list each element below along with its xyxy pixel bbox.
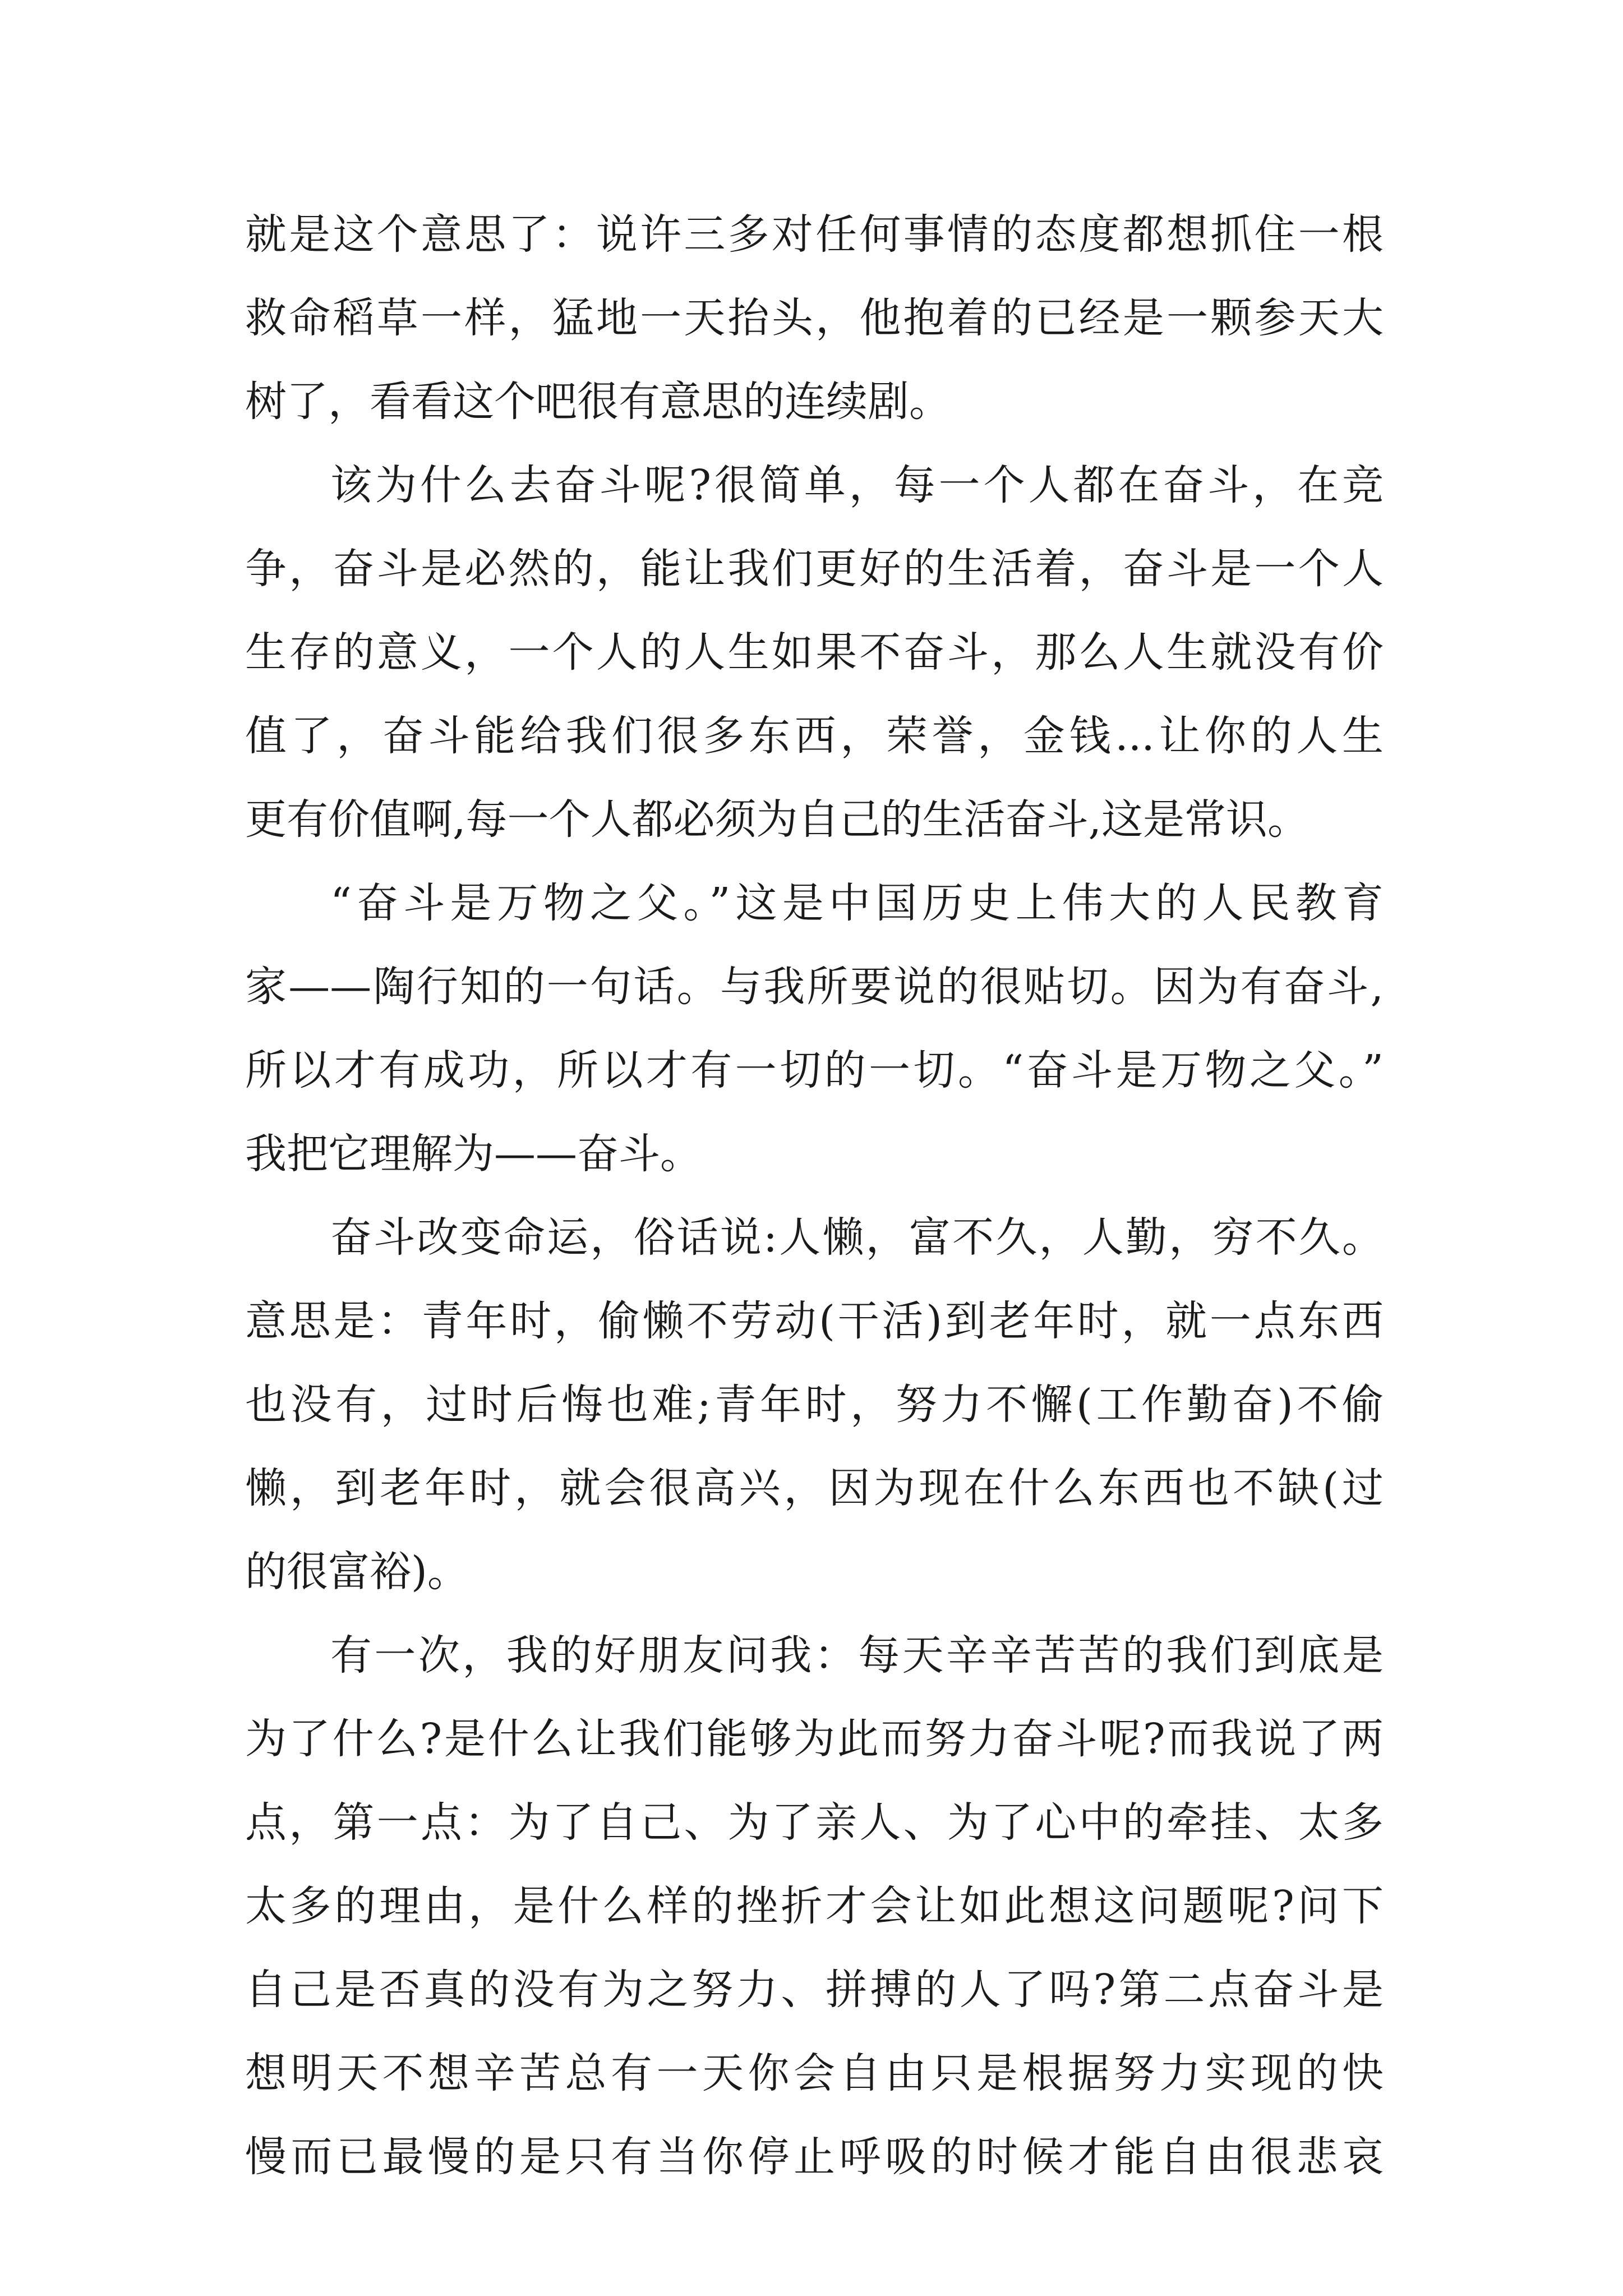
text-line: 值了，奋斗能给我们很多东西，荣誉，金钱...让你的人生 <box>245 712 1384 760</box>
text-line: 为了什么?是什么让我们能够为此而努力奋斗呢?而我说了两 <box>245 1715 1384 1763</box>
text-line: 太多的理由，是什么样的挫折才会让如此想这问题呢?问下 <box>245 1882 1384 1930</box>
text-line: 争，奋斗是必然的，能让我们更好的生活着，奋斗是一个人 <box>245 545 1384 593</box>
text-line: 点，第一点：为了自己、为了亲人、为了心中的牵挂、太多 <box>245 1798 1384 1847</box>
text-line: 有一次，我的好朋友问我：每天辛辛苦苦的我们到底是 <box>330 1631 1384 1680</box>
text-line: 自己是否真的没有为之努力、拼搏的人了吗?第二点奋斗是 <box>245 1966 1384 2014</box>
document-body <box>245 208 1384 2214</box>
text-line: 生存的意义，一个人的人生如果不奋斗，那么人生就没有价 <box>245 628 1384 677</box>
text-line: 想明天不想辛苦总有一天你会自由只是根据努力实现的快 <box>245 2049 1384 2097</box>
text-line: 懒，到老年时，就会很高兴，因为现在什么东西也不缺(过 <box>245 1464 1384 1512</box>
text-line: 就是这个意思了：说许三多对任何事情的态度都想抓住一根 <box>245 210 1384 259</box>
text-line: 奋斗改变命运，俗话说:人懒，富不久，人勤，穷不久。 <box>330 1213 1384 1262</box>
text-line: 该为什么去奋斗呢?很简单，每一个人都在奋斗，在竞 <box>330 461 1384 509</box>
text-line: “奋斗是万物之父。”这是中国历史上伟大的人民教育 <box>330 879 1384 927</box>
text-line: 树了，看看这个吧很有意思的连续剧。 <box>245 378 951 426</box>
text-line: 我把它理解为——奋斗。 <box>245 1130 702 1178</box>
text-line: 救命稻草一样，猛地一天抬头，他抱着的已经是一颗参天大 <box>245 294 1384 342</box>
paragraph-4 <box>245 1211 1384 1599</box>
text-line: 意思是：青年时，偷懒不劳动(干活)到老年时，就一点东西 <box>245 1297 1384 1345</box>
text-line: 家——陶行知的一句话。与我所要说的很贴切。因为有奋斗, <box>245 963 1384 1011</box>
text-line: 的很富裕)。 <box>245 1548 469 1596</box>
paragraph-2 <box>245 458 1384 846</box>
text-line: 慢而已最慢的是只有当你停止呼吸的时候才能自由很悲哀 <box>245 2133 1384 2181</box>
paragraph-1 <box>245 208 1384 429</box>
paragraph-5 <box>245 1628 1384 2184</box>
text-line: 也没有，过时后悔也难;青年时，努力不懈(工作勤奋)不偷 <box>245 1381 1384 1429</box>
paragraph-3 <box>245 876 1384 1181</box>
text-line: 所以才有成功，所以才有一切的一切。“奋斗是万物之父。” <box>245 1046 1384 1094</box>
text-line: 更有价值啊,每一个人都必须为自己的生活奋斗,这是常识。 <box>245 795 1310 844</box>
